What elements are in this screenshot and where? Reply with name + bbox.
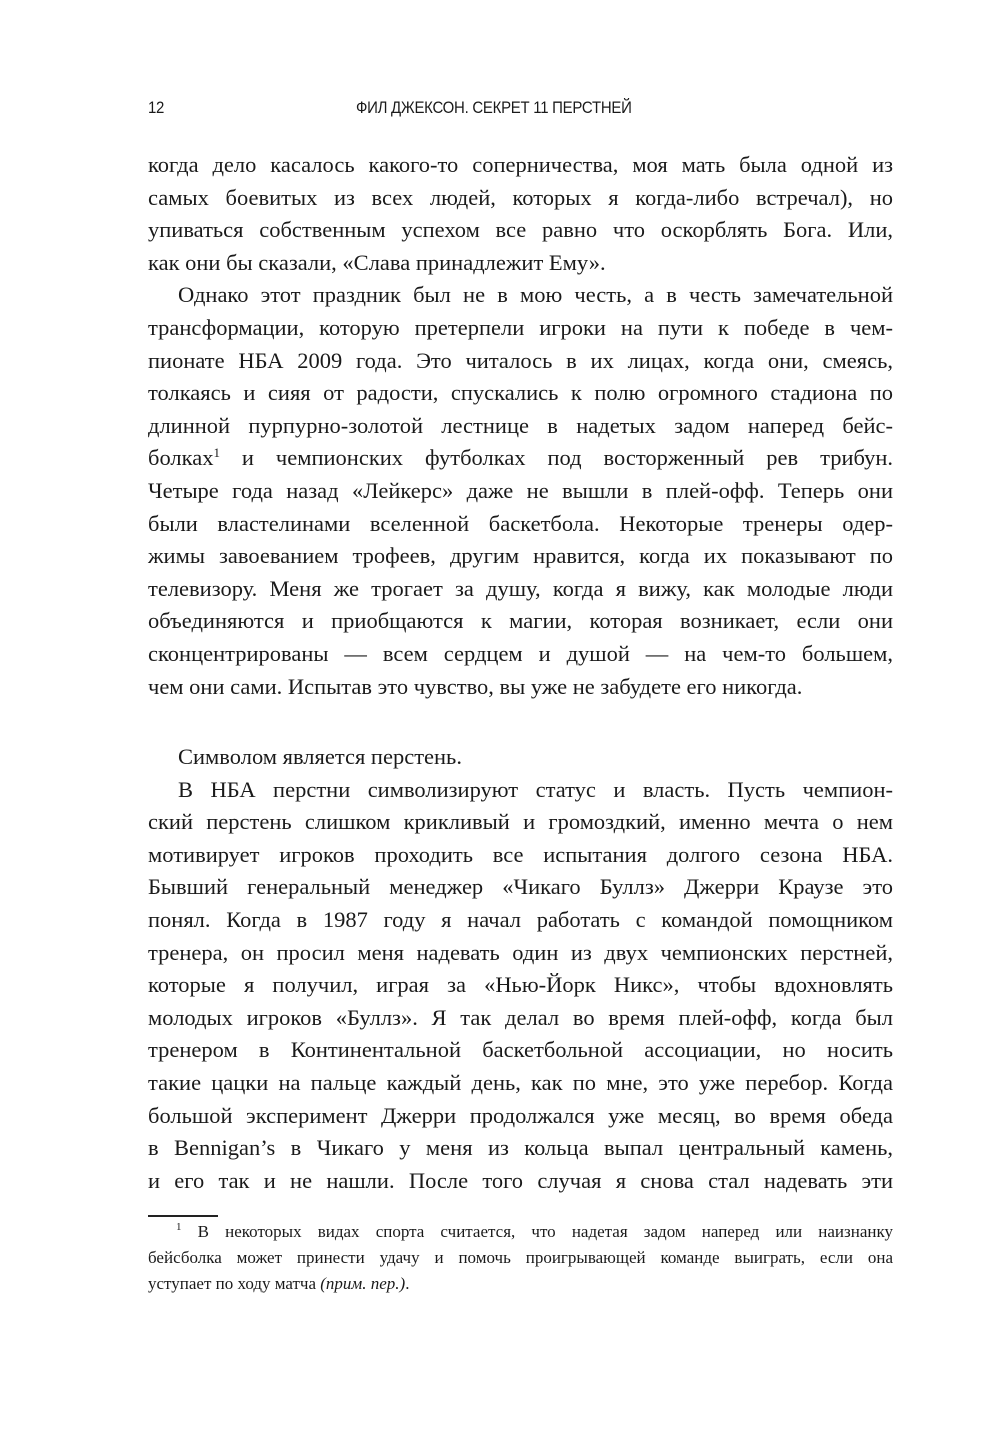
text-line: самых боевитых из всех людей, которых я когда-либо встречал), но xyxy=(148,184,893,210)
text-line: жимы завоеванием трофеев, другим нравится, когда их показывают по xyxy=(148,543,893,569)
text-line: Однако этот праздник был не в мою честь, а в честь замечательной xyxy=(178,282,893,308)
footnote-text: . xyxy=(405,1274,410,1293)
text-line: понял. Когда в 1987 году я начал работать с командой помощником xyxy=(148,906,893,932)
text-line: длинной пурпурно-золотой лестнице в надетых задом наперед бейс- xyxy=(148,412,893,438)
footnote-text: бейсболка может принести удачу и помочь проигрывающей команде выиграть, если она xyxy=(148,1248,893,1267)
text-line: молодых игроков «Буллз». Я так делал во время плей-офф, когда был xyxy=(148,1004,893,1030)
text-line: Символом является перстень. xyxy=(178,744,462,769)
text-line: Бывший генеральный менеджер «Чикаго Буллз» Джерри Краузе это xyxy=(148,874,893,900)
text-line: чем они сами. Испытав это чувство, вы уже не забудете его никогда. xyxy=(148,673,803,699)
text-line: трансформации, которую претерпели игроки на пути к победе в чем- xyxy=(148,314,893,340)
footnote-line xyxy=(148,1219,893,1245)
footnote-text: уступает по ходу матча xyxy=(148,1274,321,1293)
paragraph xyxy=(148,741,893,774)
paragraph xyxy=(148,149,893,279)
text-line: были властелинами вселенной баскетбола. Некоторые тренеры одер- xyxy=(148,510,893,536)
footnote-note: (прим. пер.) xyxy=(320,1274,406,1293)
text-line: мотивирует игроков проходить все испытания долгого сезона НБА. xyxy=(148,841,893,867)
text-line: когда дело касалось какого-то соперничества, моя мать была одной из xyxy=(148,152,893,177)
text-line: Четыре года назад «Лейкерс» даже не вышли в плей-офф. Теперь они xyxy=(148,477,893,503)
text-line: как они бы сказали, «Слава принадлежит Ему». xyxy=(148,249,606,275)
text-line: и его так и не нашли. После того случая я снова стал надевать эти xyxy=(148,1167,893,1193)
text-line: толкаясь и сияя от радости, спускались к полю огромного стадиона по xyxy=(148,380,893,406)
text-line: которые я получил, играя за «Нью-Йорк Никс», чтобы вдохновлять xyxy=(148,972,893,998)
text-line: в Bennigan’s в Чикаго у меня из кольца выпал центральный камень, xyxy=(148,1135,893,1161)
text-line: объединяются и приобщаются к магии, которая возникает, если они xyxy=(148,608,893,634)
text-line: тренера, он просил меня надевать один из двух чемпионских перстней, xyxy=(148,939,893,965)
body-text-block xyxy=(148,149,893,703)
footnote xyxy=(148,1219,893,1297)
paragraph xyxy=(148,279,893,703)
footnote-line xyxy=(148,1271,893,1297)
paragraph xyxy=(148,774,893,1198)
footnote-marker: 1 xyxy=(176,1221,182,1233)
footnote-line xyxy=(148,1245,893,1271)
footnote-divider xyxy=(148,1215,218,1217)
footnote-text: В некоторых видах спорта считается, что надетая задом наперед или наизнанку xyxy=(197,1222,894,1241)
text-line: ский перстень слишком крикливый и громоздкий, именно мечта о нем xyxy=(148,809,893,835)
footnote-reference[interactable]: 1 xyxy=(213,445,220,461)
text-line: В НБА перстни символизируют статус и власть. Пусть чемпион- xyxy=(178,776,893,802)
page-number: 12 xyxy=(148,98,165,117)
text-line: упиваться собственным успехом все равно что оскорблять Бога. Или, xyxy=(148,217,893,243)
text-line: телевизору. Меня же трогает за душу, когда я вижу, как молодые люди xyxy=(148,575,893,601)
text-line: пионате НБА 2009 года. Это читалось в их лицах, когда они, смеясь, xyxy=(148,347,893,373)
text-line: большой эксперимент Джерри продолжался уже месяц, во время обеда xyxy=(148,1102,893,1128)
text-line: сконцентрированы — всем сердцем и душой — на чем-то большем, xyxy=(148,640,893,666)
text-line: такие цацки на пальце каждый день, как по мне, это уже перебор. Когда xyxy=(148,1069,893,1095)
running-title: ФИЛ ДЖЕКСОН. СЕКРЕТ 11 ПЕРСТНЕЙ xyxy=(356,98,632,117)
text-line: тренером в Континентальной баскетбольной ассоциации, но носить xyxy=(148,1037,893,1063)
text-line: болках$^1$ и чемпионских футболках под восторженный рев трибун. xyxy=(148,445,893,471)
body-text-block xyxy=(148,741,893,1197)
